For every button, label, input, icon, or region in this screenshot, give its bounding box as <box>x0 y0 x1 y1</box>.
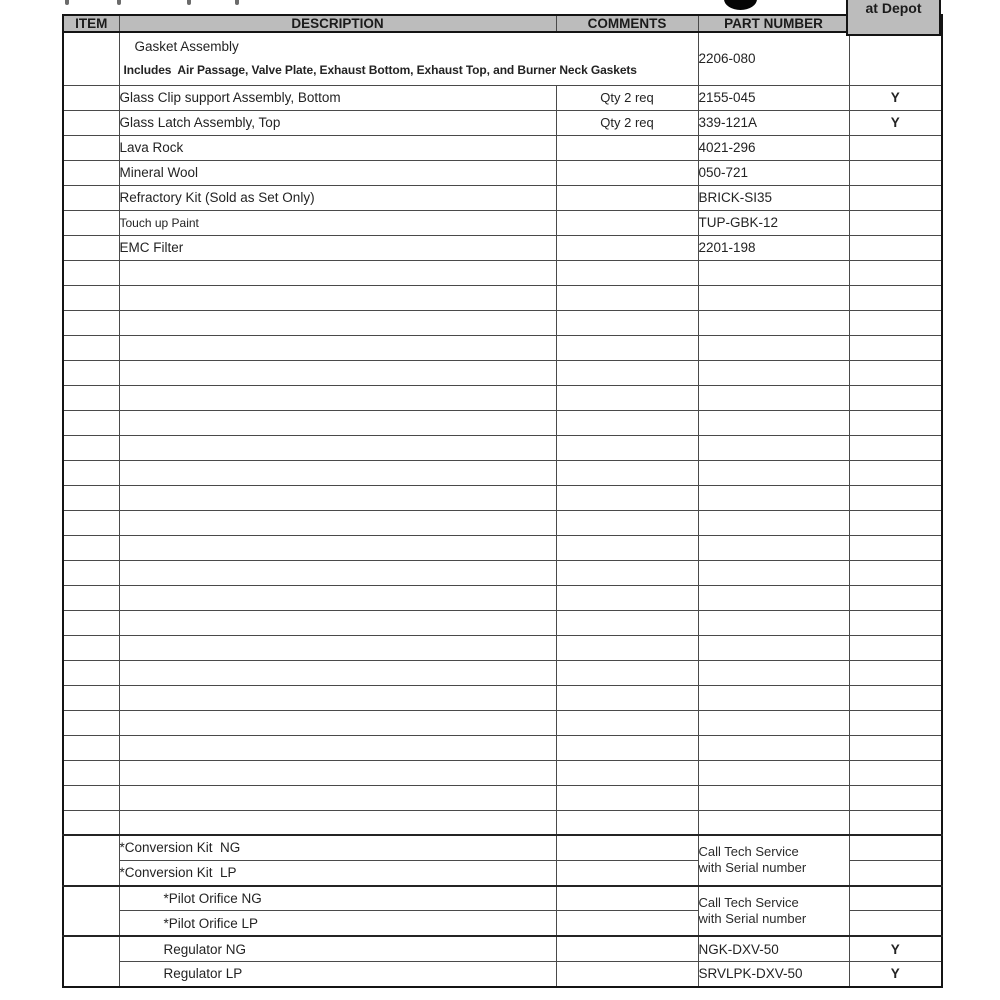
cell-comments <box>556 460 698 485</box>
cell-item <box>63 160 119 185</box>
cell-part-number <box>698 410 849 435</box>
cell-description <box>119 360 556 385</box>
cell-item <box>63 710 119 735</box>
parts-table-body <box>63 32 942 987</box>
cell-description <box>119 735 556 760</box>
cell-comments <box>556 961 698 986</box>
cell-item <box>63 435 119 460</box>
parts-table <box>62 14 943 988</box>
cell-depot <box>849 385 942 410</box>
cell-description: *Pilot Orifice LP <box>119 911 556 936</box>
cell-item <box>63 585 119 610</box>
empty-row <box>63 635 942 660</box>
cell-description <box>119 810 556 835</box>
empty-row <box>63 560 942 585</box>
table-row <box>63 110 942 135</box>
cell-comments <box>556 785 698 810</box>
cell-comments <box>556 685 698 710</box>
cell-depot <box>849 610 942 635</box>
cell-depot <box>849 435 942 460</box>
cell-description <box>119 710 556 735</box>
cell-description <box>119 410 556 435</box>
cell-description: EMC Filter <box>119 235 556 260</box>
depot-column-header <box>846 0 941 36</box>
cell-part-number <box>698 560 849 585</box>
cell-item <box>63 260 119 285</box>
cell-depot <box>849 685 942 710</box>
cell-part-number: 2155-045 <box>698 85 849 110</box>
cell-part-number <box>698 285 849 310</box>
cell-part-number <box>698 735 849 760</box>
cell-item <box>63 535 119 560</box>
cell-comments <box>556 535 698 560</box>
cell-description: Lava Rock <box>119 135 556 160</box>
cell-description <box>119 260 556 285</box>
cell-comments <box>556 660 698 685</box>
cell-part-number <box>698 585 849 610</box>
gasket-description: Gasket Assembly <box>134 39 239 54</box>
cell-part-number: BRICK-SI35 <box>698 185 849 210</box>
cell-depot <box>849 835 942 860</box>
empty-row <box>63 410 942 435</box>
cell-comments <box>556 635 698 660</box>
cell-part-number: TUP-GBK-12 <box>698 210 849 235</box>
cell-comments <box>556 810 698 835</box>
cell-item <box>63 810 119 835</box>
cell-item <box>63 335 119 360</box>
cell-description <box>119 660 556 685</box>
cell-comments <box>556 260 698 285</box>
cell-comments <box>556 886 698 911</box>
cell-item <box>63 835 119 886</box>
gasket-includes-note: Includes Air Passage, Valve Plate, Exhaust Bottom, Exhaust Top, and Burner Neck Gaskets <box>123 63 637 77</box>
cell-depot <box>849 785 942 810</box>
cell-item <box>63 735 119 760</box>
cell-depot <box>849 635 942 660</box>
cell-depot: Y <box>849 961 942 986</box>
cell-depot <box>849 660 942 685</box>
cell-item <box>63 110 119 135</box>
cell-depot <box>849 335 942 360</box>
cell-description <box>119 635 556 660</box>
cell-item <box>63 385 119 410</box>
empty-row <box>63 310 942 335</box>
cell-part-number <box>698 760 849 785</box>
cell-comments <box>556 385 698 410</box>
cell-part-number <box>698 610 849 635</box>
cell-depot <box>849 485 942 510</box>
depot-header-label: at Depot <box>865 0 922 16</box>
cell-part-number <box>698 810 849 835</box>
cell-item <box>63 660 119 685</box>
cell-depot <box>849 310 942 335</box>
cell-item <box>63 610 119 635</box>
cell-depot <box>849 360 942 385</box>
cell-description <box>119 385 556 410</box>
table-row <box>63 185 942 210</box>
cell-part-number: SRVLPK-DXV-50 <box>698 961 849 986</box>
cell-description: *Conversion Kit NG <box>119 835 556 860</box>
empty-row <box>63 385 942 410</box>
empty-row <box>63 660 942 685</box>
table-row <box>63 210 942 235</box>
cell-depot <box>849 185 942 210</box>
table-row <box>63 160 942 185</box>
cell-comments <box>556 710 698 735</box>
table-row <box>63 886 942 911</box>
cell-description <box>119 560 556 585</box>
cell-description <box>119 285 556 310</box>
cell-depot <box>849 510 942 535</box>
cell-item <box>63 760 119 785</box>
cell-depot <box>849 410 942 435</box>
cell-part-number <box>698 485 849 510</box>
cell-description <box>119 685 556 710</box>
cell-comments <box>556 185 698 210</box>
cell-item <box>63 936 119 987</box>
cell-comments <box>556 235 698 260</box>
cell-depot <box>849 235 942 260</box>
cell-comments <box>556 360 698 385</box>
cell-item <box>63 510 119 535</box>
cell-description: *Conversion Kit LP <box>119 860 556 885</box>
cell-depot <box>849 710 942 735</box>
cell-depot <box>849 560 942 585</box>
empty-row <box>63 460 942 485</box>
cell-comments <box>556 435 698 460</box>
cell-part-number <box>698 385 849 410</box>
cell-item <box>63 210 119 235</box>
empty-row <box>63 685 942 710</box>
cell-part-number <box>698 535 849 560</box>
cell-item <box>63 235 119 260</box>
cell-comments <box>556 510 698 535</box>
empty-row <box>63 735 942 760</box>
cell-item <box>63 560 119 585</box>
header-part-number: PART NUMBER <box>698 15 849 32</box>
cell-part-number: Call Tech Service with Serial number <box>698 835 849 886</box>
clipped-text-artifact <box>187 0 191 5</box>
cell-comments <box>556 135 698 160</box>
cell-depot: Y <box>849 85 942 110</box>
cell-part-number <box>698 710 849 735</box>
table-row-gasket <box>63 32 942 85</box>
cell-depot <box>849 760 942 785</box>
cell-description <box>119 610 556 635</box>
table-row <box>63 835 942 860</box>
table-row <box>63 135 942 160</box>
cell-comments <box>556 560 698 585</box>
cell-comments <box>556 160 698 185</box>
cell-item <box>63 886 119 937</box>
clipped-text-artifact <box>117 0 121 5</box>
cell-item <box>63 685 119 710</box>
empty-row <box>63 610 942 635</box>
empty-row <box>63 760 942 785</box>
empty-row <box>63 435 942 460</box>
cell-item <box>63 32 119 85</box>
cell-depot <box>849 735 942 760</box>
empty-row <box>63 510 942 535</box>
empty-row <box>63 260 942 285</box>
cell-description <box>119 535 556 560</box>
header-item: ITEM <box>63 15 119 32</box>
cell-item <box>63 485 119 510</box>
cell-description <box>119 485 556 510</box>
cell-description: Mineral Wool <box>119 160 556 185</box>
cell-part-number <box>698 335 849 360</box>
cell-comments <box>556 335 698 360</box>
cell-part-number: 339-121A <box>698 110 849 135</box>
cell-depot <box>849 260 942 285</box>
cell-depot <box>849 285 942 310</box>
cell-part-number <box>698 685 849 710</box>
cell-depot <box>849 32 942 85</box>
cell-part-number <box>698 510 849 535</box>
cell-part-number: NGK-DXV-50 <box>698 936 849 961</box>
cell-depot <box>849 911 942 936</box>
cell-description <box>119 460 556 485</box>
cell-depot <box>849 135 942 160</box>
clipped-text-artifact <box>65 0 69 5</box>
cell-depot <box>849 535 942 560</box>
table-row <box>63 936 942 961</box>
cell-description <box>119 760 556 785</box>
table-row <box>63 235 942 260</box>
cell-part-number <box>698 435 849 460</box>
cell-comments <box>556 936 698 961</box>
cell-description <box>119 32 698 85</box>
cell-description: Regulator LP <box>119 961 556 986</box>
cell-depot <box>849 585 942 610</box>
cell-comments <box>556 911 698 936</box>
cell-comments <box>556 585 698 610</box>
cell-description: *Pilot Orifice NG <box>119 886 556 911</box>
cell-item <box>63 785 119 810</box>
cell-depot <box>849 886 942 911</box>
cell-comments: Qty 2 req <box>556 110 698 135</box>
cell-description <box>119 310 556 335</box>
cell-comments <box>556 735 698 760</box>
table-header-row <box>63 15 942 32</box>
cell-item <box>63 360 119 385</box>
empty-row <box>63 485 942 510</box>
cell-description <box>119 335 556 360</box>
header-description: DESCRIPTION <box>119 15 556 32</box>
cell-part-number <box>698 310 849 335</box>
cell-comments <box>556 410 698 435</box>
cell-part-number: 4021-296 <box>698 135 849 160</box>
cell-depot: Y <box>849 936 942 961</box>
cell-depot <box>849 810 942 835</box>
empty-row <box>63 810 942 835</box>
cell-description: Touch up Paint <box>119 210 556 235</box>
cell-part-number: Call Tech Service with Serial number <box>698 886 849 937</box>
empty-row <box>63 785 942 810</box>
cell-description <box>119 435 556 460</box>
cell-description <box>119 510 556 535</box>
cell-item <box>63 135 119 160</box>
cell-description: Glass Clip support Assembly, Bottom <box>119 85 556 110</box>
cell-depot <box>849 460 942 485</box>
cell-part-number <box>698 460 849 485</box>
empty-row <box>63 360 942 385</box>
cell-part-number <box>698 360 849 385</box>
cell-comments <box>556 285 698 310</box>
cell-comments <box>556 760 698 785</box>
cell-item <box>63 185 119 210</box>
empty-row <box>63 335 942 360</box>
cell-part-number <box>698 785 849 810</box>
empty-row <box>63 585 942 610</box>
clipped-glyph-artifact <box>724 0 757 10</box>
cell-description: Refractory Kit (Sold as Set Only) <box>119 185 556 210</box>
cell-part-number: 2201-198 <box>698 235 849 260</box>
cell-item <box>63 460 119 485</box>
cell-part-number <box>698 260 849 285</box>
cell-part-number: 050-721 <box>698 160 849 185</box>
cell-comments <box>556 835 698 860</box>
cell-part-number <box>698 660 849 685</box>
cell-item <box>63 410 119 435</box>
cell-comments <box>556 310 698 335</box>
cell-depot <box>849 160 942 185</box>
cell-part-number: 2206-080 <box>698 32 849 85</box>
cell-comments <box>556 485 698 510</box>
empty-row <box>63 535 942 560</box>
cell-depot <box>849 210 942 235</box>
cell-depot <box>849 860 942 885</box>
cell-description: Glass Latch Assembly, Top <box>119 110 556 135</box>
cell-comments <box>556 610 698 635</box>
cell-comments <box>556 860 698 885</box>
cell-item <box>63 285 119 310</box>
cell-comments <box>556 210 698 235</box>
cell-item <box>63 310 119 335</box>
cell-item <box>63 635 119 660</box>
header-comments: COMMENTS <box>556 15 698 32</box>
cell-part-number <box>698 635 849 660</box>
cell-depot: Y <box>849 110 942 135</box>
cell-description <box>119 585 556 610</box>
empty-row <box>63 285 942 310</box>
cell-description: Regulator NG <box>119 936 556 961</box>
table-row <box>63 961 942 986</box>
empty-row <box>63 710 942 735</box>
cell-item <box>63 85 119 110</box>
clipped-text-artifact <box>235 0 239 5</box>
table-row <box>63 85 942 110</box>
cell-comments: Qty 2 req <box>556 85 698 110</box>
cell-description <box>119 785 556 810</box>
